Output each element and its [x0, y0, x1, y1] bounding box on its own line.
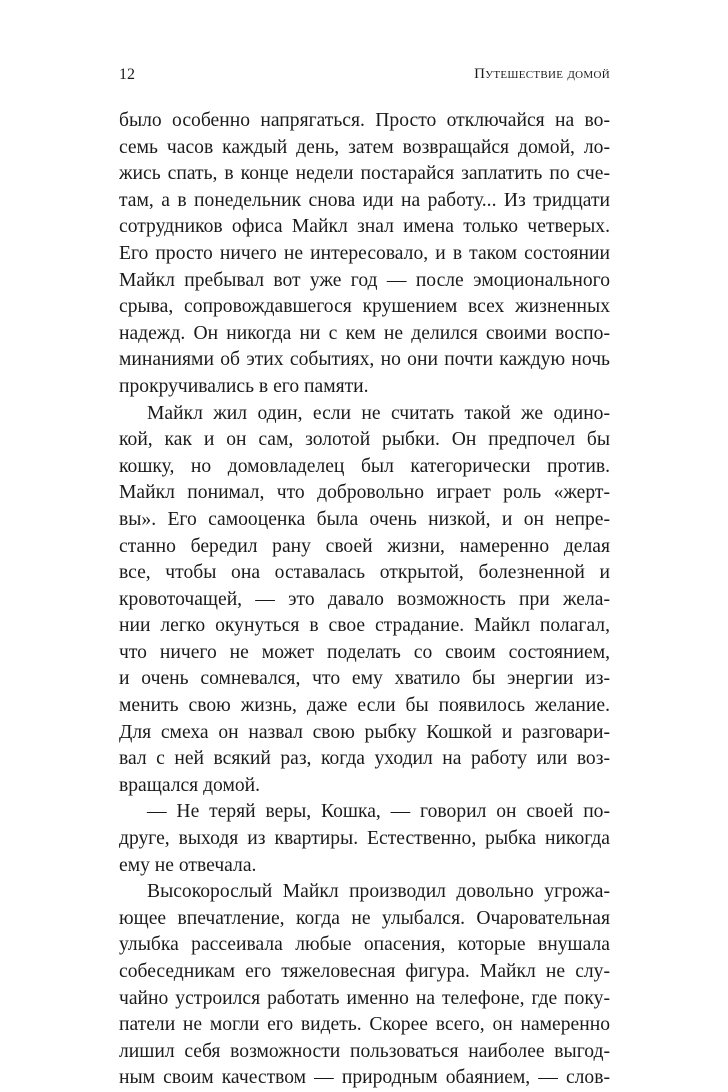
text-line: Высокорослый Майкл производил довольно угрожа- [147, 881, 610, 903]
text-line: кошку, но домовладелец был категорически против. [119, 455, 610, 477]
text-line: что ничего не может поделать со своим состоянием, [119, 641, 610, 663]
text-line: улыбка рассеивала любые опасения, которые внушала [119, 934, 610, 956]
text-line: Майкл пребывал вот уже год — после эмоционального [119, 269, 610, 291]
running-title: Путешествие домой [474, 66, 610, 82]
text-line: нии легко окунуться в свое страдание. Майкл полагал, [119, 615, 610, 637]
text-line: сотрудников офиса Майкл знал имена только четверых. [119, 216, 610, 238]
text-line: кой, как и он сам, золотой рыбки. Он предпочел бы [119, 429, 610, 451]
text-line: ным своим качеством — природным обаянием, — слов- [119, 1067, 610, 1089]
text-line: жись спать, в конце недели постарайся заплатить по сче- [119, 163, 610, 185]
body-text [119, 108, 610, 1092]
text-line: ему не отвечала. [119, 854, 257, 876]
text-line: и очень сомневался, что ему хватило бы энергии из- [119, 668, 610, 690]
text-line: друге, выходя из квартиры. Естественно, рыбка никогда [119, 828, 610, 850]
text-line: Его просто ничего не интересовало, и в таком состоянии [119, 242, 610, 264]
page-header [119, 66, 610, 88]
text-line: минаниями об этих событиях, но они почти каждую ночь [119, 349, 610, 371]
text-line: было особенно напрягаться. Просто отключайся на во- [119, 110, 610, 131]
text-line: чайно устроился работать именно на телефоне, где поку- [119, 987, 610, 1009]
text-line: собеседникам его тяжеловесная фигура. Майкл не слу- [119, 961, 610, 982]
text-line: срыва, сопровождавшегося крушением всех жизненных [119, 296, 610, 318]
text-line: прокручивались в его памяти. [119, 375, 369, 397]
text-line: кровоточащей, — это давало возможность при жела- [119, 588, 610, 610]
text-line: вал с ней всякий раз, когда уходил на работу или воз- [119, 748, 610, 770]
text-line: менить свою жизнь, даже если бы появилось желание. [119, 695, 610, 717]
page-number: 12 [119, 66, 135, 83]
text-line: Майкл понимал, что добровольно играет роль «жерт- [119, 482, 610, 504]
text-line: ющее впечатление, когда не улыбался. Очаровательная [119, 907, 610, 929]
text-line: там, а в понедельник снова иди на работу... Из тридцати [119, 189, 610, 211]
text-line: Майкл жил один, если не считать такой же одино- [147, 402, 610, 424]
text-line: Для смеха он назвал свою рыбку Кошкой и разговари- [119, 721, 610, 743]
text-line: надежд. Он никогда ни с кем не делился своими воспо- [119, 322, 610, 344]
text-line: вращался домой. [119, 774, 261, 796]
text-line: лишил себя возможности пользоваться наиболее выгод- [119, 1040, 610, 1062]
text-line: — Не теряй веры, Кошка, — говорил он своей по- [147, 801, 610, 823]
text-line: семь часов каждый день, затем возвращайся домой, ло- [119, 136, 610, 158]
text-line: вы». Его самооценка была очень низкой, и он непре- [119, 508, 610, 530]
text-line: станно бередил рану своей жизни, намеренно делая [119, 535, 610, 557]
text-line: патели не могли его видеть. Скорее всего, он намеренно [119, 1014, 610, 1036]
text-line: все, чтобы она оставалась открытой, болезненной и [119, 562, 610, 584]
